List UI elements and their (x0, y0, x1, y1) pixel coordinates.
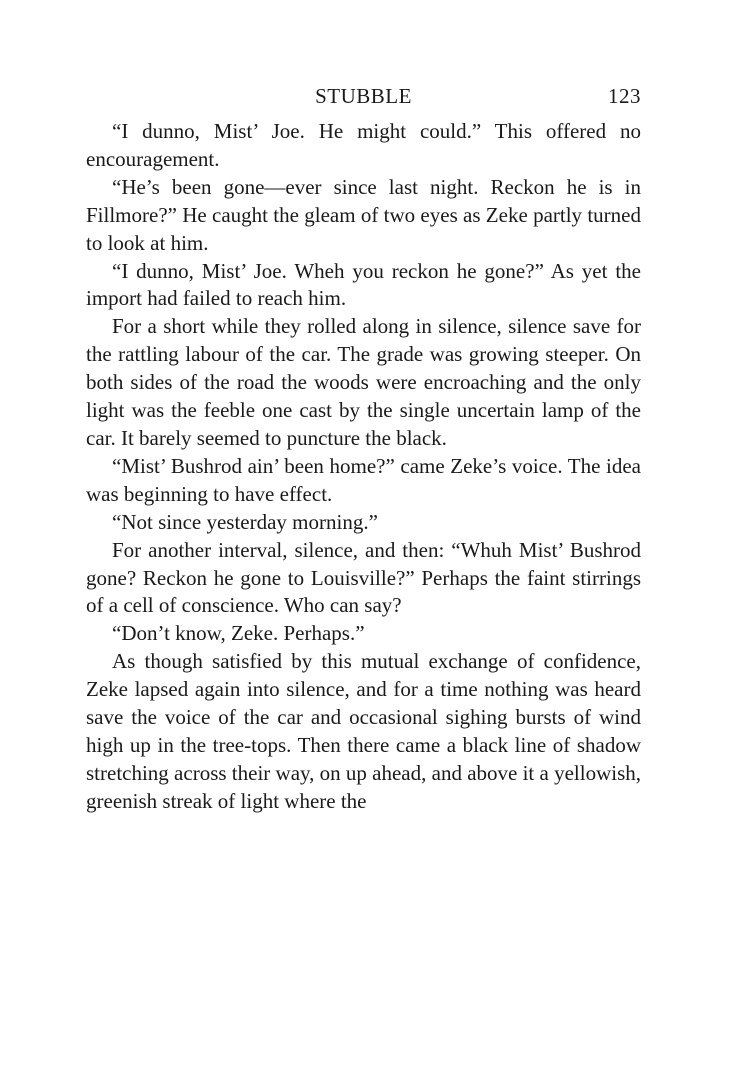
paragraph: “He’s been gone—ever since last night. Reckon he is in Fillmore?” He caught the gleam of two eyes as Zeke partly turned to look at him. (86, 174, 641, 255)
paragraph: “Don’t know, Zeke. Perhaps.” (112, 621, 365, 646)
paragraph: “I dunno, Mist’ Joe. Wheh you reckon he gone?” As yet the import had failed to reach him. (86, 258, 641, 311)
paragraph: “Mist’ Bushrod ain’ been home?” came Zeke’s voice. The idea was beginning to have effect. (86, 453, 641, 506)
running-head (86, 84, 641, 118)
running-title: STUBBLE (315, 84, 412, 108)
paragraph: For a short while they rolled along in silence, silence save for the rattling labour of the car. The grade was growing steeper. On both sides of the road the woods were encroaching and the only light was the feeble one cast by the single uncertain lamp of the car. It barely seemed to puncture the black. (86, 314, 641, 450)
paragraph: “Not since yesterday morning.” (112, 509, 378, 534)
book-page (86, 84, 641, 816)
paragraph: As though satisfied by this mutual exchange of confidence, Zeke lapsed again into silence, and for a time nothing was heard save the voice of the car and occasional sighing bursts of wind high up in the tree-tops. Then there came a black line of shadow stretching across their way, on up ahead, and above it a yellowish, greenish streak of light where the (86, 649, 641, 813)
page-number: 123 (608, 84, 641, 108)
body-text (86, 118, 641, 816)
paragraph: For another interval, silence, and then: “Whuh Mist’ Bushrod gone? Reckon he gone to Louisville?” Perhaps the faint stirrings of a cell of conscience. Who can say? (86, 537, 641, 618)
paragraph: “I dunno, Mist’ Joe. He might could.” This offered no encouragement. (86, 119, 641, 171)
